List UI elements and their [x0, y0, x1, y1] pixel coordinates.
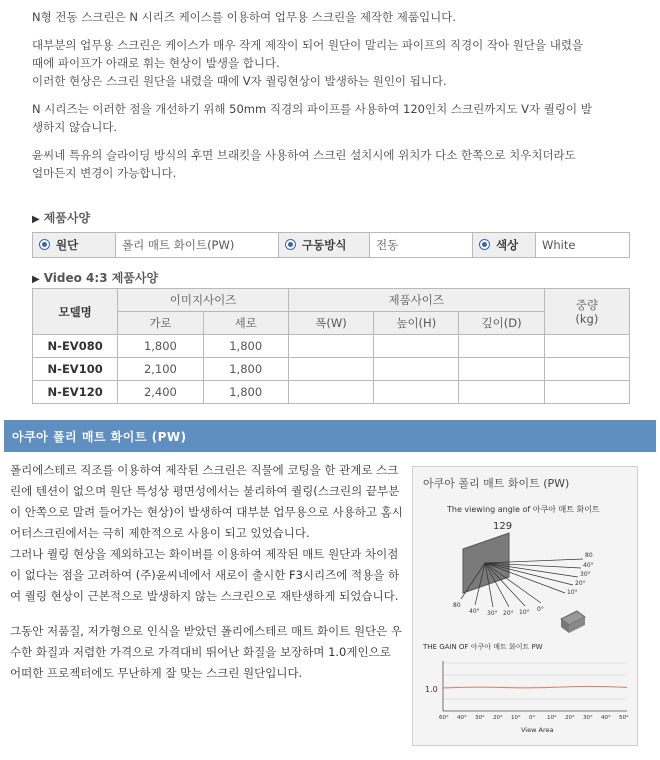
spec-label-cell	[473, 233, 536, 258]
bullet-dot-icon	[285, 239, 296, 250]
fabric-figure-svg	[413, 467, 637, 745]
fabric-figure	[412, 466, 638, 746]
bullet-dot-icon	[479, 239, 490, 250]
intro-paragraph-3: N 시리즈는 이러한 점을 개선하기 위해 50mm 직경의 파이프를 사용하여 120인치 스크린까지도 V자 퀄링이 발 생하지 않습니다.	[32, 102, 592, 134]
angle-label: 10°	[567, 589, 578, 596]
angle-label: 40°	[469, 608, 480, 615]
spec-label-color: 색상	[496, 238, 519, 252]
gain-x-tick: 10°	[547, 715, 557, 721]
spec-row	[33, 233, 630, 258]
aqua-section-header	[4, 420, 656, 452]
spec-table	[32, 232, 630, 258]
spec-section-title	[32, 209, 90, 226]
table-row	[33, 381, 630, 404]
spec-label-fabric: 원단	[56, 238, 79, 252]
viewing-angle-title: The viewing angle of 아쿠아 매트 화이트	[447, 505, 600, 514]
gain-x-tick: 10°	[511, 715, 521, 721]
table-row	[33, 335, 630, 358]
aqua-paragraph-3: 그동안 저품질, 저가형으로 인식을 받았던 폴리에스테르 매트 화이트 원단은 우수한 화질과 저렴한 가격으로 가격대비 뛰어난 화질을 보장하며 1.0게인으로 어떠한 프로젝터에도 무난하게 잘 맞는 스크린 원단입니다.	[10, 624, 403, 680]
intro-paragraph-4: 윤씨네 특유의 슬라이딩 방식의 후면 브래킷을 사용하여 스크린 설치시에 위치가 다소 한쪽으로 치우치더라도 얼마든지 변경이 가능합니다.	[32, 148, 576, 180]
height-cell: 1,800	[203, 335, 288, 358]
empty-cell	[544, 358, 629, 381]
spec-label-cell	[33, 233, 116, 258]
gain-x-tick: 40°	[601, 715, 611, 721]
angle-label: 30°	[580, 571, 591, 578]
intro-paragraph-1: N형 전동 스크린은 N 시리즈 케이스를 이용하여 업무용 스크린을 제작한 제품입니다.	[32, 10, 457, 24]
width-cell: 2,400	[118, 381, 203, 404]
intro-text	[32, 8, 642, 192]
spec-value-drive: 전동	[370, 233, 473, 258]
gain-x-tick: 40°	[457, 715, 467, 721]
video-spec-table	[32, 288, 630, 404]
model-cell: N-EV080	[33, 335, 118, 358]
header-weight: 중량 (kg)	[544, 289, 629, 335]
gain-x-tick: 60°	[439, 715, 449, 721]
empty-cell	[374, 381, 459, 404]
gain-x-tick: 20°	[493, 715, 503, 721]
empty-cell	[544, 381, 629, 404]
empty-cell	[544, 335, 629, 358]
spec-label-cell	[279, 233, 370, 258]
angle-label: 20°	[575, 580, 586, 587]
empty-cell	[288, 381, 373, 404]
spec-value-fabric: 폴리 매트 화이트(PW)	[116, 233, 279, 258]
aqua-paragraph-2: 그러나 퀄링 현상을 제외하고는 화이버를 이용하여 제작된 매트 원단과 차이점이 없다는 점을 고려하여 (주)윤씨네에서 새로이 출시한 F3시리즈에 적용을 하여 퀄링 현상이 근본적으로 발생하지 않는 스크린으로 재탄생하게 되었습니다.	[10, 547, 400, 603]
height-cell: 1,800	[203, 381, 288, 404]
empty-cell	[459, 381, 544, 404]
width-cell: 1,800	[118, 335, 203, 358]
projector-icon	[561, 611, 585, 633]
header-width: 가로	[118, 312, 203, 335]
gain-x-tick: 50°	[619, 715, 629, 721]
aqua-description	[10, 460, 405, 698]
figure-title: 아쿠아 폴리 매트 화이트 (PW)	[423, 477, 570, 490]
gain-x-tick: 20°	[565, 715, 575, 721]
triangle-bullet-icon: ▶	[32, 214, 40, 225]
angle-label: 30°	[487, 610, 498, 617]
viewing-angle-value: 129	[493, 521, 513, 532]
gain-x-tick: 30°	[475, 715, 485, 721]
empty-cell	[374, 358, 459, 381]
angle-label: 40°	[583, 562, 594, 569]
gain-value-label: 1.0	[425, 685, 438, 694]
header-h: 높이(H)	[374, 312, 459, 335]
table-row	[33, 358, 630, 381]
gain-x-tick: 30°	[583, 715, 593, 721]
video-section-title	[32, 269, 158, 286]
angle-label: 10°	[519, 609, 530, 616]
gain-x-label: View Area	[521, 726, 554, 734]
triangle-bullet-icon: ▶	[32, 274, 40, 285]
table-header-row	[33, 312, 630, 335]
empty-cell	[374, 335, 459, 358]
video-section-title-text: Video 4:3 제품사양	[43, 271, 159, 285]
header-image-size: 이미지사이즈	[118, 289, 289, 312]
header-height: 세로	[203, 312, 288, 335]
table-header-row	[33, 289, 630, 312]
bullet-dot-icon	[39, 239, 50, 250]
height-cell: 1,800	[203, 358, 288, 381]
empty-cell	[288, 335, 373, 358]
aqua-paragraph-1: 폴리에스테르 직조를 이용하여 제작된 스크린은 직물에 코팅을 한 관계로 스크린에 텐션이 없으며 원단 특성상 평면성에서는 불리하여 퀄링(스크린의 끝부분이 안쪽으로 말려 들어가는 현상)이 발생하여 대부분 업무용으로 사용하고 홈시어터스크린에서는 극히 제한적으로 사용이 되고 있었습니다.	[10, 463, 403, 540]
spec-label-drive: 구동방식	[302, 238, 347, 252]
empty-cell	[459, 335, 544, 358]
model-cell: N-EV100	[33, 358, 118, 381]
model-cell: N-EV120	[33, 381, 118, 404]
gain-title: THE GAIN OF 아쿠아 매트 화이트 PW	[423, 643, 543, 651]
empty-cell	[288, 358, 373, 381]
aqua-section-title: 아쿠아 폴리 매트 화이트 (PW)	[12, 430, 187, 444]
angle-label: 80	[453, 602, 461, 609]
spec-section-title-text: 제품사양	[43, 211, 91, 225]
header-w: 폭(W)	[288, 312, 373, 335]
gain-x-tick: 0°	[529, 715, 536, 721]
header-model: 모델명	[33, 289, 118, 335]
intro-paragraph-2: 대부분의 업무용 스크린은 케이스가 매우 작게 제작이 되어 원단이 말리는 파이프의 직경이 작아 원단을 내렸을 때에 파이프가 아래로 휘는 현상이 발생을 합니다. 이러한 현상은 스크린 원단을 내렸을 때에 V자 퀄링현상이 발생하는 원인이 됩니다.	[32, 38, 584, 88]
width-cell: 2,100	[118, 358, 203, 381]
gain-x-ticks	[439, 715, 629, 721]
angle-label: 80	[585, 552, 593, 559]
angle-label: 20°	[503, 610, 514, 617]
angle-label: 0°	[537, 606, 544, 613]
header-product-size: 제품사이즈	[288, 289, 544, 312]
header-d: 깊이(D)	[459, 312, 544, 335]
empty-cell	[459, 358, 544, 381]
spec-value-color: White	[536, 233, 630, 258]
